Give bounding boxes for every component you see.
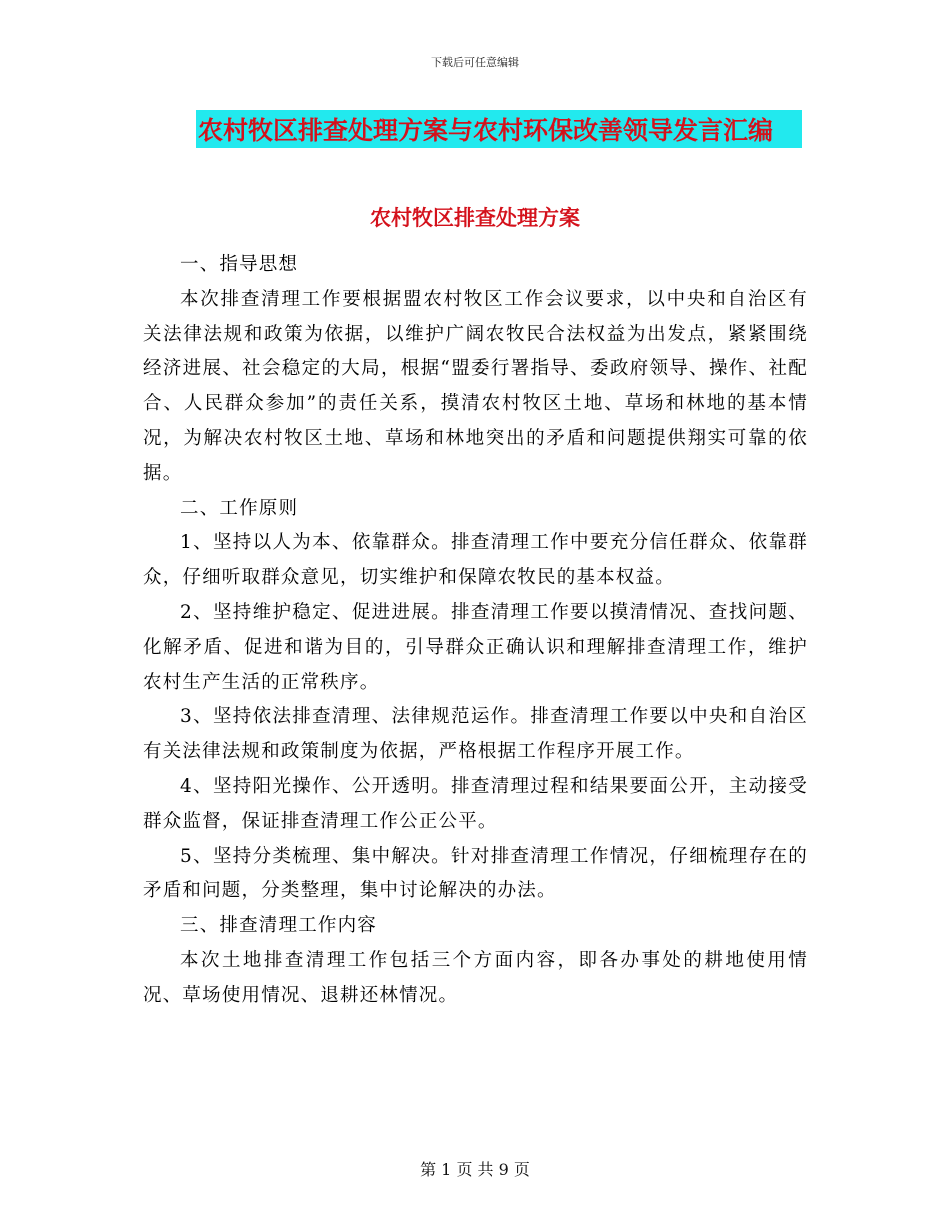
page-number: 第 1 页 共 9 页 <box>420 1160 530 1179</box>
heading-work-content: 三、排查清理工作内容 <box>180 915 378 937</box>
paragraph-work-content: 本次土地排查清理工作包括三个方面内容，即各办事处的耕地使用情况、草场使用情况、退耕还林情况。 <box>143 949 808 1006</box>
principle-2: 2、坚持维护稳定、促进进展。排查清理工作要以摸清情况、查找问题、化解矛盾、促进和谐为目的，引导群众正确认识和理解排查清理工作，维护农村生产生活的正常秩序。 <box>143 601 808 693</box>
document-title: 农村牧区排查处理方案与农村环保改善领导发言汇编 <box>198 116 774 145</box>
principle-3: 3、坚持依法排查清理、法律规范运作。排查清理工作要以中央和自治区有关法律法规和政策制度为依据，严格根据工作程序开展工作。 <box>143 706 808 763</box>
principle-5: 5、坚持分类梳理、集中解决。针对排查清理工作情况，仔细梳理存在的矛盾和问题，分类整理，集中讨论解决的办法。 <box>143 845 808 902</box>
section-title: 农村牧区排查处理方案 <box>370 205 580 230</box>
heading-guiding-thought: 一、指导思想 <box>180 254 299 275</box>
document-title-highlight <box>196 110 802 148</box>
paragraph-guiding-thought: 本次排查清理工作要根据盟农村牧区工作会议要求，以中央和自治区有关法律法规和政策为依据，以维护广阔农牧民合法权益为出发点，紧紧围绕经济进展、社会稳定的大局，根据“盟委行署指导、委政府领导、操作、社配合、人民群众参加”的责任关系，摸清农村牧区土地、草场和林地的基本情况，为解决农村牧区土地、草场和林地突出的矛盾和问题提供翔实可靠的依据。 <box>143 288 808 484</box>
document-body <box>143 248 808 1014</box>
principle-1: 1、坚持以人为本、依靠群众。排查清理工作中要充分信任群众、依靠群众，仔细听取群众意见，切实维护和保障农牧民的基本权益。 <box>143 532 808 589</box>
principle-4: 4、坚持阳光操作、公开透明。排查清理过程和结果要面公开，主动接受群众监督，保证排查清理工作公正公平。 <box>143 775 808 832</box>
header-note: 下载后可任意编辑 <box>431 56 519 69</box>
heading-work-principles: 二、工作原则 <box>180 497 299 519</box>
